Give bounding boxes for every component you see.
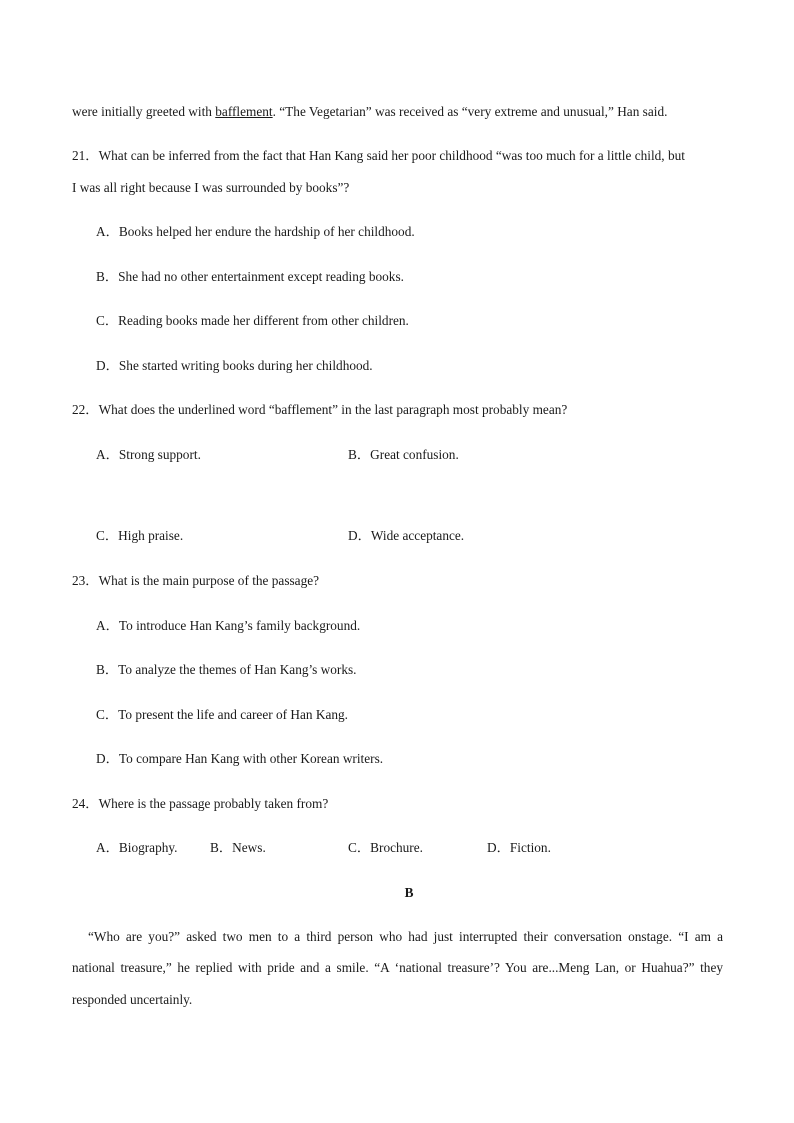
question-24-stem: 24．Where is the passage probably taken from? [72,796,329,811]
question-23-option-d[interactable]: D．To compare Han Kang with other Korean writers. [96,751,384,766]
question-21-option-c[interactable]: C．Reading books made her different from other children. [96,313,409,328]
question-24-option-c[interactable]: C．Brochure. [348,840,423,855]
section-b-paragraph-line1: “Who are you?” asked two men to a third person who had just interrupted their conversation onstage. “I am a [88,929,723,944]
question-21-option-d[interactable]: D．She started writing books during her childhood. [96,358,373,373]
question-21-stem-line2: I was all right because I was surrounded by books”? [72,180,350,195]
question-24-option-b[interactable]: B．News. [210,840,266,855]
underlined-word-bafflement: bafflement [215,104,273,119]
question-22-stem: 22．What does the underlined word “bafflement” in the last paragraph most probably mean? [72,402,568,417]
question-21-stem-line1: 21．What can be inferred from the fact that Han Kang said her poor childhood “was too much for a little child, but [72,148,685,163]
question-23-stem: 23．What is the main purpose of the passage? [72,573,320,588]
passage-fragment [72,104,667,120]
question-24-option-d[interactable]: D．Fiction. [487,840,551,855]
question-22-option-b[interactable]: B．Great confusion. [348,447,459,462]
question-22-option-c[interactable]: C．High praise. [96,528,184,543]
question-21-option-b[interactable]: B．She had no other entertainment except reading books. [96,269,404,284]
question-23-option-b[interactable]: B．To analyze the themes of Han Kang’s works. [96,662,357,677]
question-21-option-a[interactable]: A．Books helped her endure the hardship of her childhood. [96,224,415,239]
question-23-option-c[interactable]: C．To present the life and career of Han Kang. [96,707,348,722]
section-b-paragraph-line3: responded uncertainly. [72,992,193,1007]
fragment-before: were initially greeted with [72,104,216,119]
section-heading-b: B [404,885,414,900]
question-24-option-a[interactable]: A．Biography. [96,840,178,855]
section-b-paragraph-line2: national treasure,” he replied with pride and a smile. “A ‘national treasure’? You are...Meng Lan, or Huahua?” they [72,960,723,975]
question-22-option-d[interactable]: D．Wide acceptance. [348,528,465,543]
fragment-after: . “The Vegetarian” was received as “very extreme and unusual,” Han said. [272,104,668,119]
question-23-option-a[interactable]: A．To introduce Han Kang’s family background. [96,618,361,633]
question-22-option-a[interactable]: A．Strong support. [96,447,201,462]
